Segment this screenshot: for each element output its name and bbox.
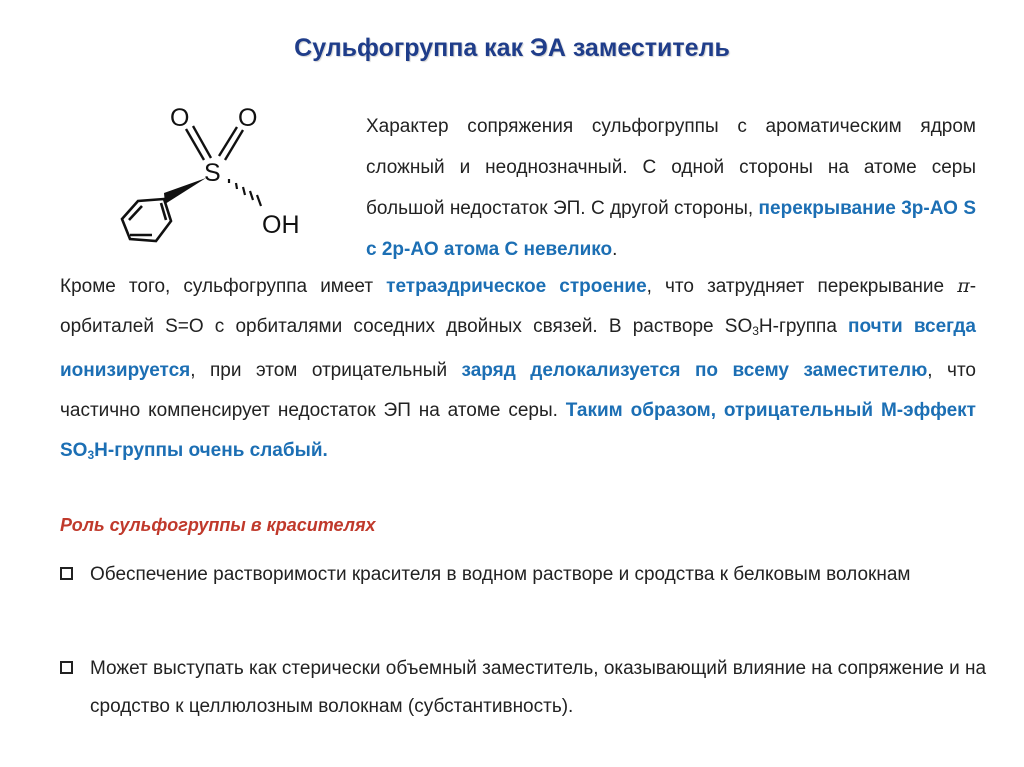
atom-o-left: O: [170, 104, 190, 132]
main-text-6: , что частично компенсирует недостаток ЭП на атоме серы.: [60, 360, 977, 421]
main-text-1: Кроме того, сульфогруппа имеет: [60, 276, 387, 297]
highlight-subscript-3: 3: [87, 448, 95, 462]
bullet-item: [60, 556, 990, 594]
bullet-text: Обеспечение растворимости красителя в водном растворе и сродства к белковым волокнам: [90, 564, 911, 585]
atom-s: S: [204, 159, 221, 187]
bullet-item: [60, 650, 990, 726]
main-text-4: H-группа: [758, 316, 849, 337]
main-paragraph: [60, 266, 976, 475]
subscript-3: 3: [752, 324, 759, 338]
highlight-conclusion-b: H-группы очень слабый.: [94, 440, 328, 461]
pi-symbol: π: [957, 275, 970, 297]
highlight-tetrahedral: тетраэдрическое строение: [386, 276, 647, 297]
atom-o-right: O: [238, 104, 258, 132]
highlight-ionized: почти всегда ионизируется: [60, 316, 976, 381]
wedge-bond: [164, 178, 206, 204]
page-title: Сульфогруппа как ЭА заместитель: [294, 34, 730, 62]
intro-paragraph: [366, 106, 976, 270]
main-text-5: , при этом отрицательный: [190, 360, 462, 381]
hashed-bond: [229, 179, 261, 206]
role-heading: Роль сульфогруппы в красителях: [60, 515, 376, 535]
bullet-text: Может выступать как стерически объемный заместитель, оказывающий влияние на сопряжение и на сродство к целлюлозным волокнам (субстантивность).: [90, 658, 987, 717]
intro-highlight: перекрывание 3р-АО S с 2р-АО атома С невелико: [366, 198, 976, 260]
benzenesulfonic-acid-structure: [86, 96, 336, 261]
intro-text: Характер сопряжения сульфогруппы с ароматическим ядром сложный и неоднозначный. С одной стороны на атоме серы большой недостаток ЭП. С другой стороны,: [366, 116, 976, 219]
checkbox-bullet-icon: [60, 567, 73, 580]
main-text-2: , что затрудняет перекрывание: [646, 276, 958, 297]
intro-end: .: [612, 239, 618, 260]
atom-oh: OH: [262, 211, 300, 239]
highlight-delocalized: заряд делокализуется по всему заместителю: [461, 360, 928, 381]
main-text-3: -орбиталей S=O с орбиталями соседних двойных связей. В растворе SO: [60, 276, 977, 337]
checkbox-bullet-icon: [60, 661, 73, 674]
benzene-ring: [122, 199, 171, 241]
highlight-conclusion-a: Таким образом, отрицательный М-эффект SO: [60, 400, 976, 461]
sulfonyl-double-bonds: [186, 126, 243, 160]
